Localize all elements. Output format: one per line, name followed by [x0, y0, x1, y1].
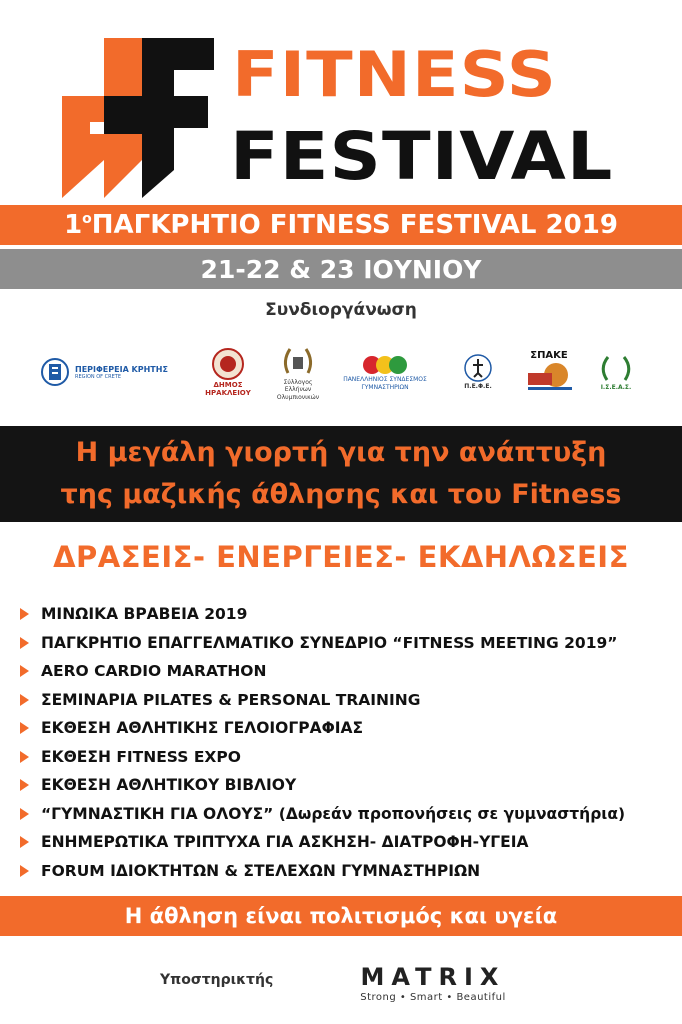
actions-heading: ΔΡΑΣΕΙΣ- ΕΝΕΡΓΕΙΕΣ- ΕΚΔΗΛΩΣΕΙΣ [53, 540, 629, 574]
event-dates: 21-22 & 23 ΙΟΥΝΙΟΥ [200, 254, 482, 284]
partner-municipality-heraklion [198, 342, 258, 402]
arrow-right-icon [20, 865, 29, 877]
list-item: ΕΚΘΕΣΗ ΑΘΛΗΤΙΚΗΣ ΓΕΛΟΙΟΓΡΑΦΙΑΣ [20, 714, 680, 743]
arrow-right-icon [20, 722, 29, 734]
list-item: ΣΕΜΙΝΑΡΙΑ PILATES & PERSONAL TRAINING [20, 686, 680, 715]
sponsor-tagline: Strong • Smart • Beautiful [360, 992, 506, 1003]
arrow-right-icon [20, 665, 29, 677]
list-item: ΕΚΘΕΣΗ FITNESS EXPO [20, 743, 680, 772]
banner-line2: της μαζικής άθλησης και του Fitness [60, 479, 622, 510]
co-organization-label: Συνδιοργάνωση [265, 300, 417, 320]
arrow-right-icon [20, 608, 29, 620]
sponsor-brand: MATRIX [360, 963, 506, 991]
spake-emblem-icon [526, 361, 572, 391]
festival-title-line2: FESTIVAL [230, 118, 614, 195]
arrow-right-icon [20, 694, 29, 706]
list-item: ΜΙΝΩΙΚΑ ΒΡΑΒΕΙΑ 2019 [20, 600, 680, 629]
municipality-emblem-icon [211, 347, 245, 381]
partner-pefe [448, 342, 508, 402]
list-item: ΕΚΘΕΣΗ ΑΘΛΗΤΙΚΟΥ ΒΙΒΛΙΟΥ [20, 771, 680, 800]
event-title-text: ΠΑΓΚΡΗΤΙΟ FITNESS FESTIVAL 2019 [91, 210, 618, 240]
tagline-banner [0, 426, 682, 522]
arrow-right-icon [20, 637, 29, 649]
gym-association-emblem-icon [360, 354, 410, 376]
pefe-emblem-icon [463, 353, 493, 383]
partner-iseas [588, 345, 644, 400]
event-title-number: 1 [64, 210, 83, 240]
laurel-wreath-icon [599, 354, 633, 384]
partner-name: ΔΗΜΟΣ ΗΡΑΚΛΕΙΟΥ [205, 380, 251, 397]
partner-gym-association [340, 345, 430, 400]
event-dates-bar [0, 249, 682, 289]
festival-title-line1: FITNESS [232, 38, 558, 111]
list-item: AERO CARDIO MARATHON [20, 657, 680, 686]
partner-name: Σύλλογος Ελλήνων Ολυμπιονικών [276, 379, 320, 401]
sponsor-label: Υποστηρικτής [160, 972, 274, 988]
sponsor-logo [338, 963, 528, 1003]
region-crete-emblem-icon [40, 357, 70, 387]
partner-region-crete [40, 352, 170, 392]
olympic-wreath-icon [280, 343, 316, 379]
partner-olympians [270, 342, 326, 402]
partner-name: Ι.Σ.Ε.Α.Σ. [600, 383, 632, 391]
partner-subname: REGION OF CRETE [75, 373, 121, 380]
partner-spake [518, 340, 580, 400]
arrow-right-icon [20, 808, 29, 820]
partner-name: ΣΠΑΚΕ [530, 349, 568, 361]
activities-list [20, 600, 680, 885]
partner-name: Π.Ε.Φ.Ε. [464, 383, 492, 391]
motto-bar [0, 896, 682, 936]
partner-name: ΠΕΡΙΦΕΡΕΙΑ ΚΡΗΤΗΣ [75, 364, 168, 374]
list-item: “ΓΥΜΝΑΣΤΙΚΗ ΓΙΑ ΟΛΟΥΣ” (Δωρεάν προπονήσεις σε γυμναστήρια) [20, 800, 680, 829]
arrow-right-icon [20, 779, 29, 791]
arrow-right-icon [20, 836, 29, 848]
festival-logo-icon [62, 38, 214, 198]
list-item: ΕΝΗΜΕΡΩΤΙΚΑ ΤΡΙΠΤΥΧΑ ΓΙΑ ΑΣΚΗΣΗ- ΔΙΑΤΡΟΦΗ-ΥΓΕΙΑ [20, 828, 680, 857]
event-title-ordinal: ο [82, 211, 92, 227]
partner-name: ΠΑΝΕΛΛΗΝΙΟΣ ΣΥΝΔΕΣΜΟΣ ΓΥΜΝΑΣΤΗΡΙΩΝ [343, 376, 427, 391]
list-item: FORUM ΙΔΙΟΚΤΗΤΩΝ & ΣΤΕΛΕΧΩΝ ΓΥΜΝΑΣΤΗΡΙΩΝ [20, 857, 680, 886]
event-title-bar [0, 205, 682, 245]
banner-line1: Η μεγάλη γιορτή για την ανάπτυξη [75, 437, 607, 468]
list-item: ΠΑΓΚΡΗΤΙΟ ΕΠΑΓΓΕΛΜΑΤΙΚΟ ΣΥΝΕΔΡΙΟ “FITNESS MEETING 2019” [20, 629, 680, 658]
motto-text: Η άθληση είναι πολιτισμός και υγεία [124, 904, 558, 928]
arrow-right-icon [20, 751, 29, 763]
